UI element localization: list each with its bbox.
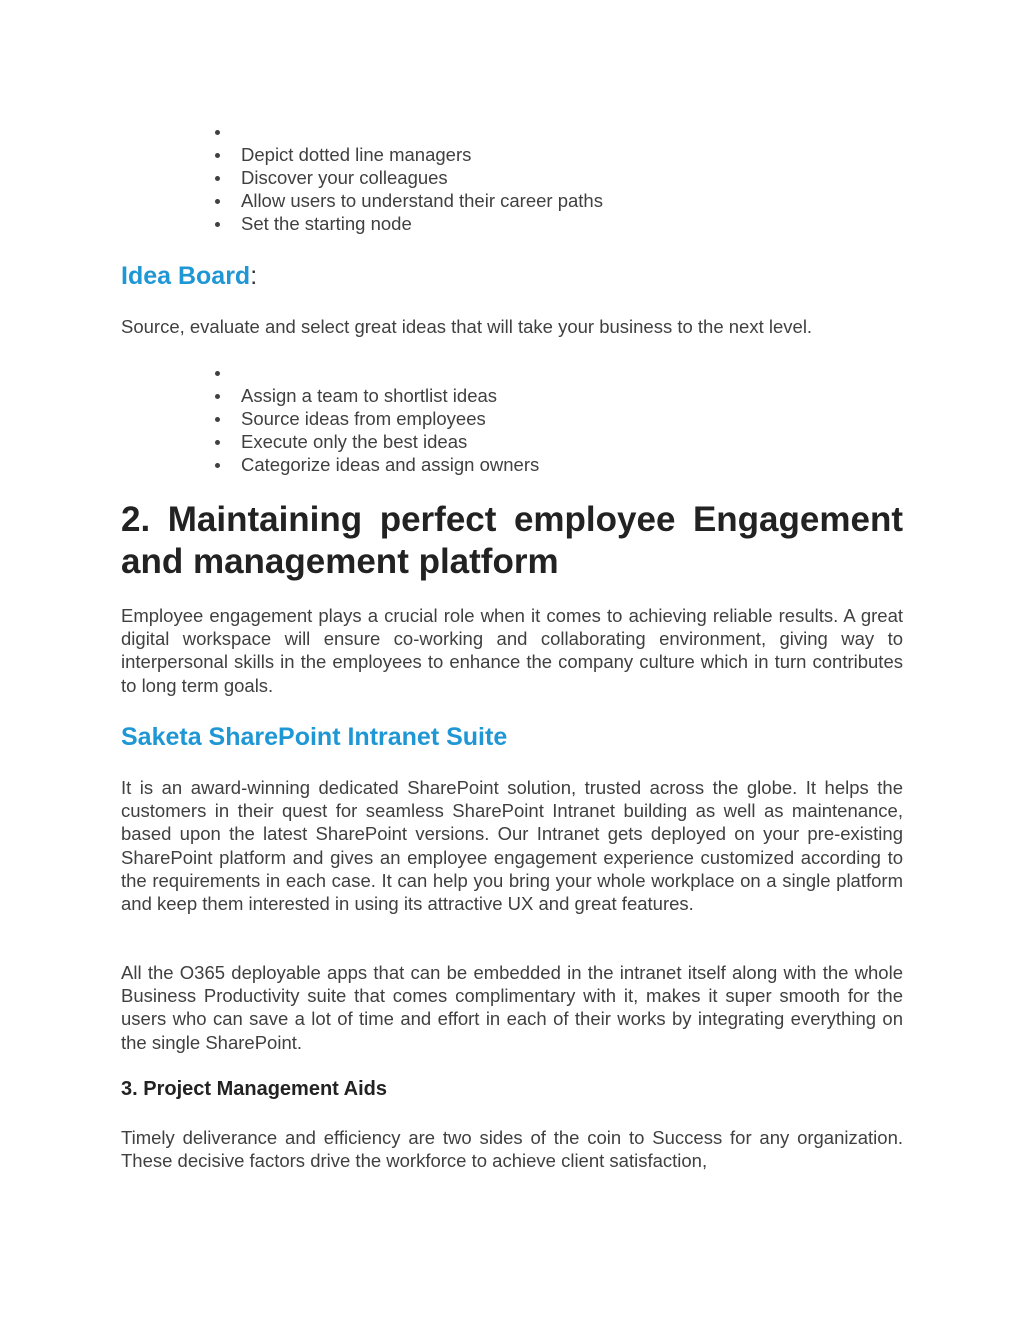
list-item: Assign a team to shortlist ideas xyxy=(121,384,903,407)
section-3-heading: 3. Project Management Aids xyxy=(121,1078,387,1100)
idea-board-intro: Source, evaluate and select great ideas that will take your business to the next level. xyxy=(121,316,813,337)
list-item: Source ideas from employees xyxy=(121,407,903,430)
saketa-paragraph-1: It is an award-winning dedicated SharePoint solution, trusted across the globe. It helps the customers in their quest for seamless SharePoint Intranet building as well as maintenance, based upon the latest SharePoint versions. Our Intranet gets deployed on your pre-existing SharePoint platform and gives an employee engagement experience customized according to the requirements in each case. It can help you bring your whole workplace on a single platform and keep them interested in using its attractive UX and great features. xyxy=(121,777,903,915)
list-item: Categorize ideas and assign owners xyxy=(121,453,903,476)
idea-board-title: Idea Board xyxy=(121,262,251,290)
list-item: Discover your colleagues xyxy=(121,166,903,189)
saketa-heading: Saketa SharePoint Intranet Suite xyxy=(121,723,508,751)
section-3-paragraph: Timely deliverance and efficiency are two sides of the coin to Success for any organization. These decisive factors drive the workforce to achieve client satisfaction, xyxy=(121,1127,903,1172)
saketa-paragraph-2: All the O365 deployable apps that can be embedded in the intranet itself along with the whole Business Productivity suite that comes complimentary with it, makes it super smooth for the users who can save a lot of time and effort in each of their works by integrating everything on the single SharePoint. xyxy=(121,962,903,1053)
list-item: Execute only the best ideas xyxy=(121,430,903,453)
list-item xyxy=(121,361,903,384)
section-2-paragraph: Employee engagement plays a crucial role when it comes to achieving reliable results. A great digital workspace will ensure co-working and collaborating environment, giving way to interpersonal skills in the employees to enhance the company culture which in turn contributes to long term goals. xyxy=(121,605,903,696)
idea-board-feature-list xyxy=(121,361,903,476)
list-item: Allow users to understand their career paths xyxy=(121,189,903,212)
org-chart-feature-list xyxy=(121,120,903,235)
section-2-heading: 2. Maintaining perfect employee Engagement and management platform xyxy=(121,500,903,581)
list-item xyxy=(121,120,903,143)
idea-board-heading xyxy=(121,259,257,293)
list-item: Depict dotted line managers xyxy=(121,143,903,166)
idea-board-colon: : xyxy=(250,262,258,290)
list-item: Set the starting node xyxy=(121,212,903,235)
